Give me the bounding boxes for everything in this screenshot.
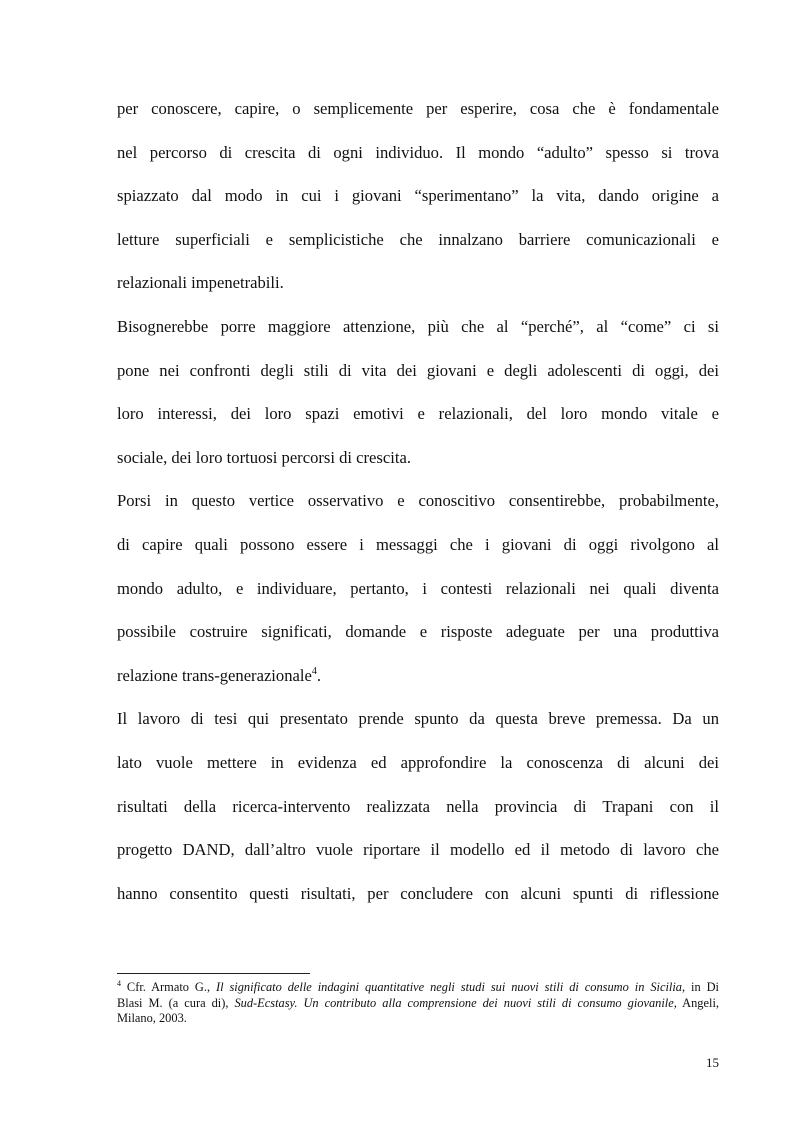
footnote-book-title: Sud-Ecstasy. Un contributo alla comprensione dei nuovi stili di consumo giovanile [234, 995, 674, 1010]
footnote-text: , Angeli, [673, 995, 719, 1010]
footnote-line [117, 996, 719, 1012]
footnote-divider [117, 973, 310, 974]
footnote-reference[interactable]: 4 [311, 665, 317, 677]
text-line: Bisognerebbe porre maggiore attenzione, più che al “perché”, al “come” ci si [117, 316, 719, 336]
text-line: mondo adulto, e individuare, pertanto, i contesti relazionali nei quali diventa [117, 578, 719, 598]
text-line: per conoscere, capire, o semplicemente per esperire, cosa che è fondamentale [117, 99, 719, 118]
text-line: progetto DAND, dall’altro vuole riportare il modello ed il metodo di lavoro che [117, 840, 719, 860]
text-line: sociale, dei loro tortuosi percorsi di crescita. [117, 447, 411, 467]
footnote [117, 980, 719, 1027]
sentence-period: . [316, 665, 322, 685]
text-line: spiazzato dal modo in cui i giovani “sperimentano” la vita, dando origine a [117, 186, 719, 206]
text-line: Il lavoro di tesi qui presentato prende spunto da questa breve premessa. Da un [117, 709, 719, 729]
text-line: risultati della ricerca-intervento realizzata nella provincia di Trapani con il [117, 796, 719, 816]
text-line: relazionali impenetrabili. [117, 273, 284, 293]
text-line: loro interessi, dei loro spazi emotivi e relazionali, del loro mondo vitale e [117, 404, 719, 424]
footnote-cited-title: Il significato delle indagini quantitative negli studi sui nuovi stili di consumo in Sicilia [215, 980, 682, 994]
text-line: nel percorso di crescita di ogni individuo. Il mondo “adulto” spesso si trova [117, 142, 719, 162]
text-line: lato vuole mettere in evidenza ed approfondire la conoscenza di alcuni dei [117, 752, 719, 772]
footnote-text: , in Di [682, 980, 719, 994]
body-text [117, 87, 719, 915]
footnote-number: 4 [117, 979, 121, 988]
text-line: Porsi in questo vertice osservativo e conoscitivo consentirebbe, probabilmente, [117, 491, 719, 511]
text-line: di capire quali possono essere i messaggi che i giovani di oggi rivolgono al [117, 534, 719, 554]
footnote-text: Blasi M. (a cura di), [117, 995, 235, 1010]
text-line-with-footnote [117, 654, 719, 698]
text-line: pone nei confronti degli stili di vita dei giovani e degli adolescenti di oggi, dei [117, 360, 719, 380]
text-line: hanno consentito questi risultati, per concludere con alcuni spunti di riflessione [117, 883, 719, 903]
page-number: 15 [706, 1055, 719, 1070]
footnote-line [117, 980, 719, 996]
footnote-text: Cfr. Armato G., [121, 980, 216, 994]
text-line: letture superficiali e semplicistiche che innalzano barriere comunicazionali e [117, 229, 719, 249]
text-line: possibile costruire significati, domande e risposte adeguate per una produttiva [117, 622, 719, 642]
footnote-line: Milano, 2003. [117, 1011, 187, 1026]
text-line: relazione trans-generazionale [117, 665, 312, 685]
